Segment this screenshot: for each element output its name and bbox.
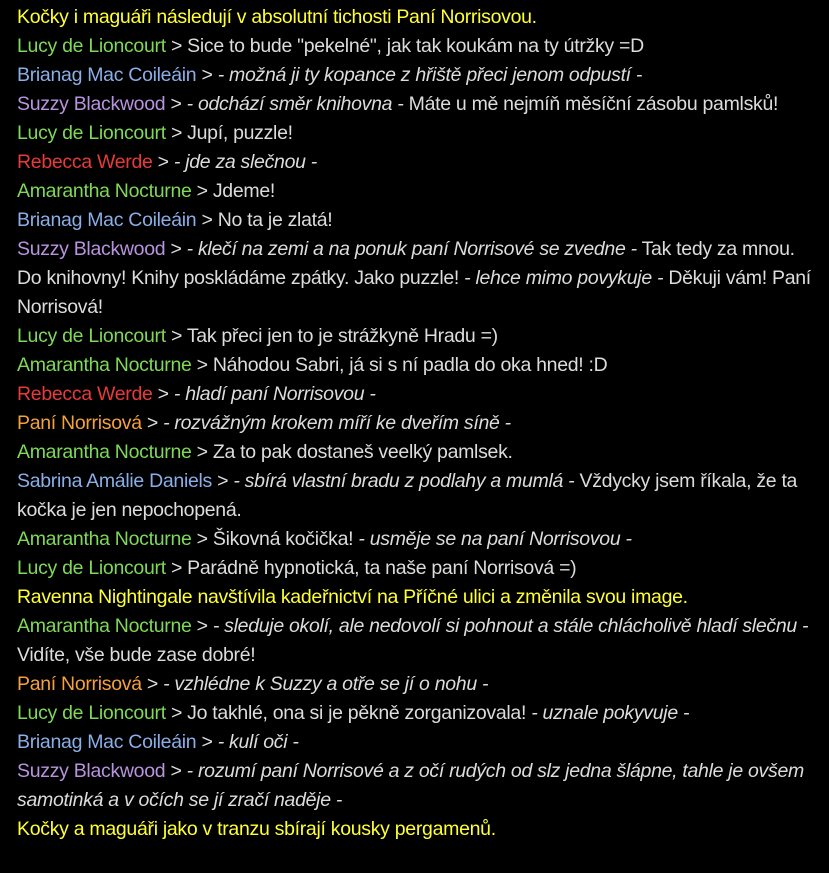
name-separator: > xyxy=(165,760,187,782)
chat-message xyxy=(17,757,823,815)
speech-text: Tak tedy za mnou. Do knihovny! Knihy poskládáme zpátky. Jako puzzle! xyxy=(17,238,795,289)
chat-message xyxy=(17,380,823,409)
speaker-name[interactable]: Amarantha Nocturne xyxy=(17,528,192,550)
action-text: - klečí na zemi a na ponuk paní Norrisové se zvedne - xyxy=(186,238,637,260)
speaker-name[interactable]: Lucy de Lioncourt xyxy=(17,557,166,579)
name-separator: > xyxy=(165,325,187,347)
action-text: - sleduje okolí, ale nedovolí si pohnout a stále chlácholivě hladí slečnu - xyxy=(212,615,809,637)
speaker-name[interactable]: Amarantha Nocturne xyxy=(17,615,192,637)
speaker-name[interactable]: Lucy de Lioncourt xyxy=(17,35,166,57)
speaker-name[interactable]: Paní Norrisová xyxy=(17,673,142,695)
chat-message xyxy=(17,61,823,90)
chat-message xyxy=(17,670,823,699)
speech-text: Jdeme! xyxy=(212,180,276,202)
system-message xyxy=(17,583,823,612)
system-message xyxy=(17,815,823,844)
chat-message xyxy=(17,148,823,177)
speech-text: Vždycky jsem říkala, že ta kočka je jen nepochopená. xyxy=(17,470,798,521)
name-separator: > xyxy=(191,354,213,376)
chat-message xyxy=(17,235,823,322)
name-separator: > xyxy=(191,615,213,637)
name-separator: > xyxy=(165,238,187,260)
speaker-name[interactable]: Suzzy Blackwood xyxy=(17,238,166,260)
chat-message xyxy=(17,525,823,554)
chat-message xyxy=(17,554,823,583)
name-separator: > xyxy=(165,557,188,579)
chat-message xyxy=(17,409,823,438)
speech-text: Parádně hypnotická, ta naše paní Norrisová =) xyxy=(187,557,577,579)
action-text: - rozvážným krokem míří ke dveřím síně - xyxy=(163,412,511,434)
speaker-name[interactable]: Amarantha Nocturne xyxy=(17,354,192,376)
speaker-name[interactable]: Brianag Mac Coileáin xyxy=(17,64,197,86)
chat-message xyxy=(17,728,823,757)
name-separator: > xyxy=(152,383,174,405)
name-separator: > xyxy=(165,35,188,57)
chat-message xyxy=(17,438,823,467)
chat-message xyxy=(17,612,823,670)
name-separator: > xyxy=(191,441,213,463)
action-text: - možná ji ty kopance z hřiště přeci jenom odpustí - xyxy=(217,64,643,86)
name-separator: > xyxy=(212,470,234,492)
speaker-name[interactable]: Brianag Mac Coileáin xyxy=(17,731,197,753)
name-separator: > xyxy=(196,64,218,86)
action-text: - hladí paní Norrisovou - xyxy=(173,383,376,405)
chat-message xyxy=(17,119,823,148)
speaker-name[interactable]: Amarantha Nocturne xyxy=(17,441,192,463)
action-text: - rozumí paní Norrisové a z očí rudých od slz jedna šlápne, tahle je ovšem samotinká a v očích se jí zračí naděje - xyxy=(17,760,804,811)
chat-log xyxy=(17,3,823,844)
action-text: - jde za slečnou - xyxy=(173,151,317,173)
speaker-name[interactable]: Lucy de Lioncourt xyxy=(17,702,166,724)
chat-message xyxy=(17,351,823,380)
speaker-name[interactable]: Suzzy Blackwood xyxy=(17,93,166,115)
name-separator: > xyxy=(165,702,188,724)
chat-message xyxy=(17,699,823,728)
action-text: - odchází směr knihovna - xyxy=(186,93,404,115)
speech-text: No ta je zlatá! xyxy=(217,209,333,231)
speech-text: Vidíte, vše bude zase dobré! xyxy=(17,644,256,666)
action-text: - uznale pokyvuje - xyxy=(531,702,690,724)
chat-message xyxy=(17,467,823,525)
name-separator: > xyxy=(191,528,213,550)
speech-text: Jo takhlé, ona si je pěkně zorganizovala! xyxy=(187,702,527,724)
chat-message xyxy=(17,322,823,351)
action-text: - lehce mimo povykuje - xyxy=(464,267,664,289)
speaker-name[interactable]: Lucy de Lioncourt xyxy=(17,122,166,144)
system-message xyxy=(17,3,823,32)
speech-text: Máte u mě nejmíň měsíční zásobu pamlsků! xyxy=(408,93,779,115)
speech-text: Za to pak dostaneš veelký pamlsek. xyxy=(212,441,513,463)
chat-message xyxy=(17,206,823,235)
speaker-name[interactable]: Brianag Mac Coileáin xyxy=(17,209,197,231)
speaker-name[interactable]: Paní Norrisová xyxy=(17,412,142,434)
speech-text: Šikovná kočička! xyxy=(212,528,354,550)
speech-text: Děkuji vám! Paní Norrisová! xyxy=(17,267,811,318)
action-text: - vzhlédne k Suzzy a otře se jí o nohu - xyxy=(163,673,489,695)
speaker-name[interactable]: Suzzy Blackwood xyxy=(17,760,166,782)
name-separator: > xyxy=(165,122,188,144)
name-separator: > xyxy=(141,412,164,434)
speech-text: Tak přeci jen to je strážkyně Hradu =) xyxy=(186,325,498,347)
chat-message xyxy=(17,177,823,206)
name-separator: > xyxy=(141,673,164,695)
action-text: - sbírá vlastní bradu z podlahy a mumlá - xyxy=(233,470,575,492)
name-separator: > xyxy=(165,93,187,115)
chat-message xyxy=(17,32,823,61)
speech-text: Sice to bude "pekelné", jak tak koukám na ty útržky =D xyxy=(187,35,644,57)
name-separator: > xyxy=(196,209,218,231)
name-separator: > xyxy=(196,731,218,753)
action-text: - usměje se na paní Norrisovou - xyxy=(358,528,632,550)
speaker-name[interactable]: Lucy de Lioncourt xyxy=(17,325,166,347)
system-message-text: Kočky a maguáři jako v tranzu sbírají kousky pergamenů. xyxy=(17,818,496,840)
system-message-text: Ravenna Nightingale navštívila kadeřnictví na Příčné ulici a změnila svou image. xyxy=(17,586,688,608)
speaker-name[interactable]: Rebecca Werde xyxy=(17,383,153,405)
speaker-name[interactable]: Sabrina Amálie Daniels xyxy=(17,470,213,492)
chat-message xyxy=(17,90,823,119)
speech-text: Náhodou Sabri, já si s ní padla do oka hned! :D xyxy=(212,354,608,376)
system-message-text: Kočky i maguáři následují v absolutní tichosti Paní Norrisovou. xyxy=(17,6,537,28)
speaker-name[interactable]: Rebecca Werde xyxy=(17,151,153,173)
speaker-name[interactable]: Amarantha Nocturne xyxy=(17,180,192,202)
name-separator: > xyxy=(191,180,213,202)
name-separator: > xyxy=(152,151,174,173)
action-text: - kulí oči - xyxy=(217,731,299,753)
speech-text: Jupí, puzzle! xyxy=(187,122,293,144)
